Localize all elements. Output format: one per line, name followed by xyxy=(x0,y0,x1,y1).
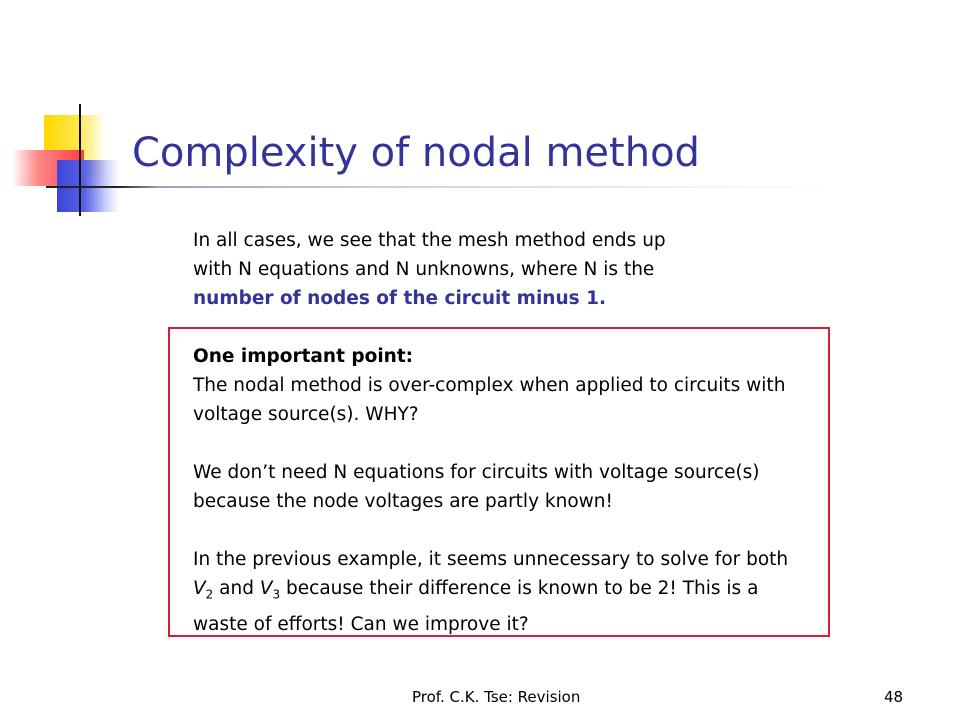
important-point-content xyxy=(193,342,813,639)
intro-paragraph xyxy=(193,226,813,313)
variable-v2 xyxy=(193,578,214,602)
intro-line-1: In all cases, we see that the mesh method ends up xyxy=(193,230,666,251)
variable-v3-subscript: 3 xyxy=(272,587,281,602)
variable-v3 xyxy=(259,578,281,602)
slide-title: Complexity of nodal method xyxy=(132,130,700,176)
intro-line-2: with N equations and N unknowns, where N is the xyxy=(193,259,655,280)
paragraph-3-part-b: and xyxy=(213,578,260,599)
footer-author: Prof. C.K. Tse: Revision xyxy=(412,688,581,706)
variable-v3-letter: V xyxy=(259,578,273,599)
paragraph-3-part-c: because their difference is known to be 2! This is a waste of efforts! Can we improve it? xyxy=(193,578,759,635)
paragraph-3-part-a: In the previous example, it seems unnecessary to solve for both xyxy=(193,549,789,570)
important-point-heading: One important point: xyxy=(193,346,414,367)
important-point-paragraph-1: The nodal method is over-complex when applied to circuits with voltage source(s). WHY? xyxy=(193,375,786,425)
page-number: 48 xyxy=(884,688,904,706)
decor-horizontal-line xyxy=(46,186,846,188)
intro-highlight: number of nodes of the circuit minus 1. xyxy=(193,288,606,309)
slide-footer xyxy=(0,688,960,712)
variable-v2-letter: V xyxy=(193,578,206,599)
variable-v2-subscript: 2 xyxy=(205,587,214,602)
important-point-paragraph-3 xyxy=(193,545,813,639)
decor-vertical-line xyxy=(79,104,81,216)
important-point-paragraph-2: We don’t need N equations for circuits with voltage source(s) because the node voltages are partly known! xyxy=(193,462,760,512)
